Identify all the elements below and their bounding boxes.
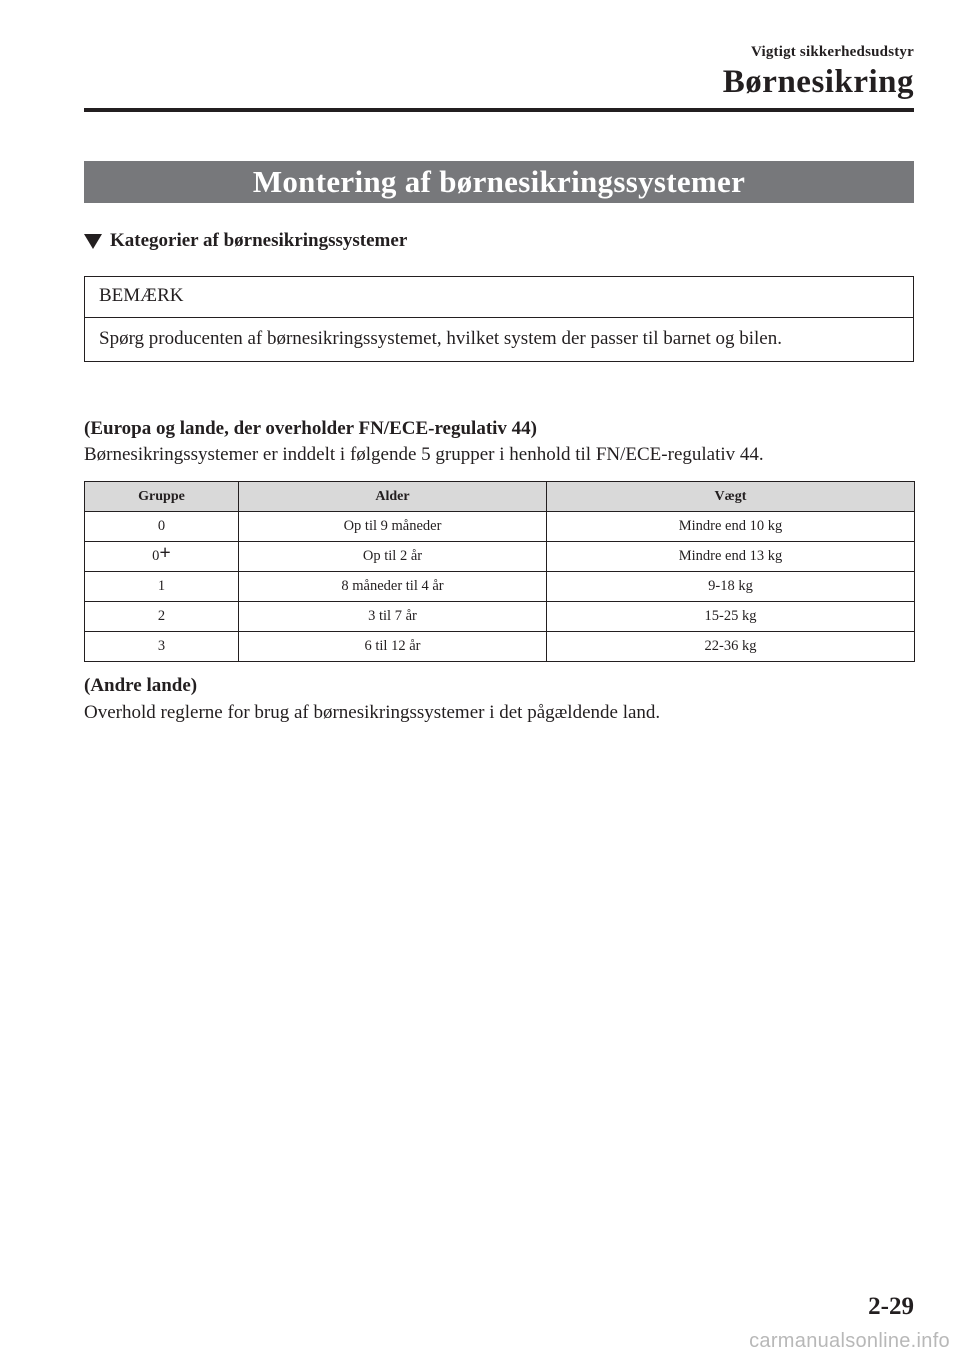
watermark-text: carmanualsonline.info [749,1330,950,1352]
section-title: Vigtigt sikkerhedsudstyr [750,44,914,60]
europe-text: Børnesikringssystemer er inddelt i følgende 5 grupper i henhold til FN/ECE-regulativ 44. [84,444,764,465]
table-row [85,602,915,632]
group-cell: 3 [85,632,239,662]
weight-cell: 15-25 kg [547,602,915,632]
europe-heading: (Europa og lande, der overholder FN/ECE-regulativ 44) [84,418,538,439]
group-cell: 0 [85,512,239,542]
group-cell: 2 [85,602,239,632]
other-countries-text: Overhold reglerne for brug af børnesikringssystemer i det pågældende land. [84,702,661,723]
column-header-weight: Vægt [547,482,915,512]
weight-cell: Mindre end 13 kg [547,542,915,572]
table-row [85,572,915,602]
table-row [85,512,915,542]
column-header-group: Gruppe [85,482,239,512]
page-number: 2-29 [868,1293,914,1320]
weight-cell: Mindre end 10 kg [547,512,915,542]
weight-cell: 9-18 kg [547,572,915,602]
note-body: Spørg producenten af børnesikringssystemet, hvilket system der passer til barnet og bilen. [99,328,782,349]
age-cell: 8 måneder til 4 år [239,572,547,602]
age-cell: 6 til 12 år [239,632,547,662]
column-header-age: Alder [239,482,547,512]
group-plus-label: 0+ [152,542,171,564]
subsection-heading-text: Kategorier af børnesikringssystemer [110,230,408,251]
chapter-title: Børnesikring [722,64,914,100]
age-cell: 3 til 7 år [239,602,547,632]
age-cell: Op til 2 år [239,542,547,572]
note-title: BEMÆRK [85,277,913,318]
group-table [84,481,915,662]
page-title: Montering af børnesikringssystemer [252,164,746,199]
table-row [85,542,915,572]
table-row [85,632,915,662]
group-cell: 1 [85,572,239,602]
table-header-row [85,482,915,512]
page-title-banner [84,161,914,203]
triangle-marker-icon [84,234,102,249]
weight-cell: 22-36 kg [547,632,915,662]
plus-icon: + [159,542,171,564]
other-countries-heading: (Andre lande) [84,675,198,696]
subsection-heading [84,230,407,252]
age-cell: Op til 9 måneder [239,512,547,542]
group-cell [85,542,239,572]
note-box [84,276,914,362]
header-divider [84,108,914,112]
